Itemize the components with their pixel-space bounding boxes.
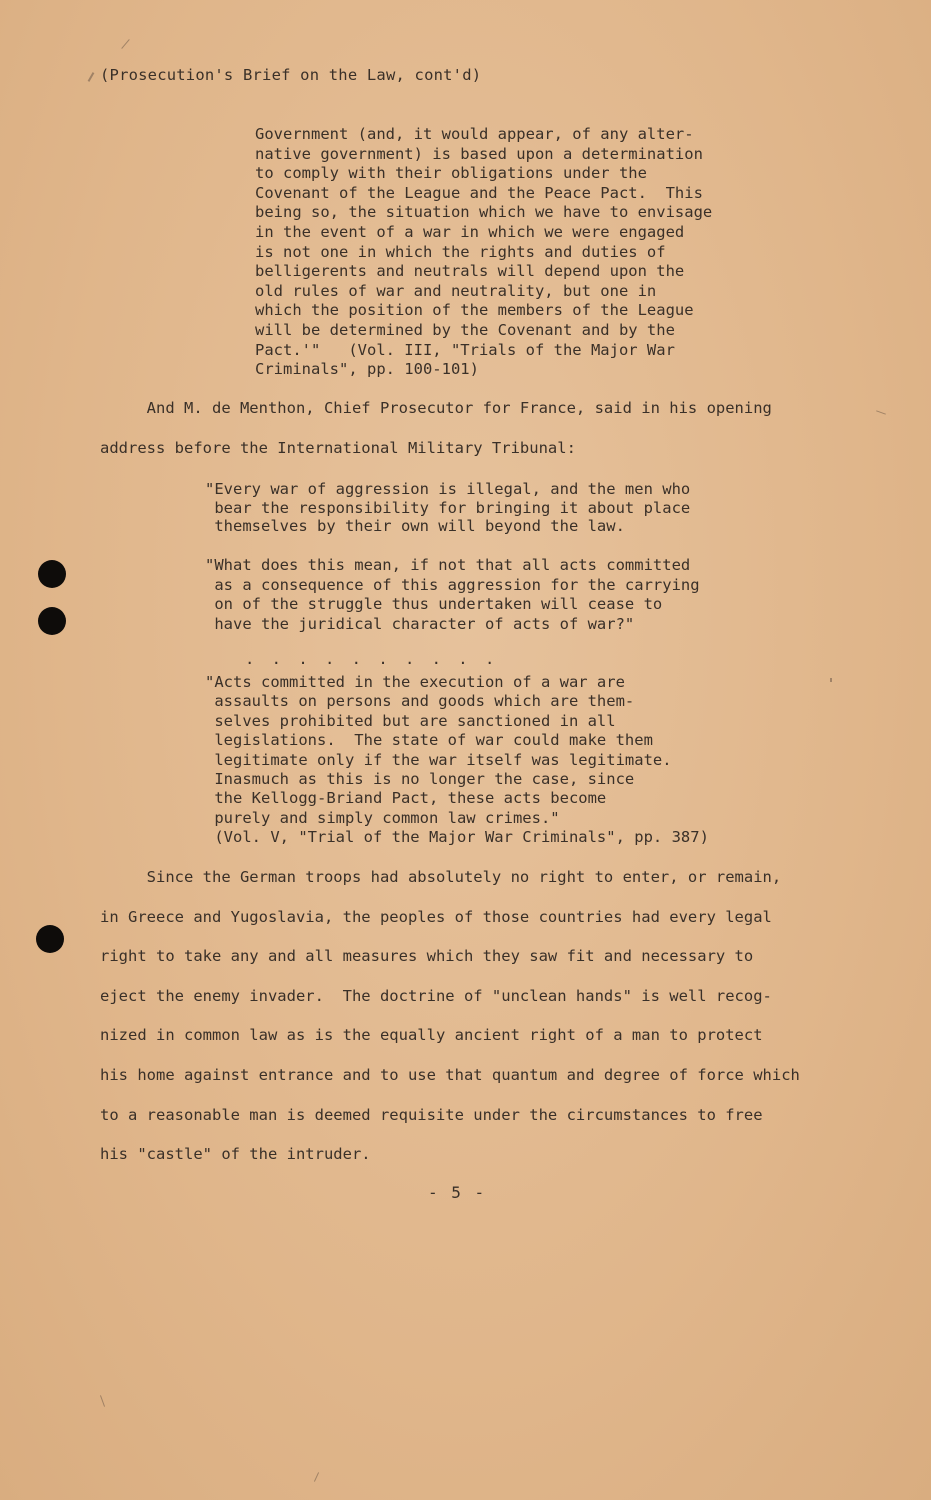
paragraph-german-troops: Since the German troops had absolutely no right to enter, or remain, in Greece and Yugoslavia, the peoples of those countries had every legal right to take any and all measures which they saw fit and necessary to eject the enemy invader. The doctrine of "unclean hands" is well recog- nized in common law as is the equally ancient right of a man to protect his home against entrance and to use that quantum and degree of force which to a reasonable man is deemed requisite under the circumstances to free his "castle" of the intruder. bbox=[100, 868, 800, 1164]
paper-speck bbox=[830, 678, 832, 682]
paper-speck bbox=[121, 39, 129, 49]
paper-speck bbox=[88, 72, 95, 82]
paper-speck bbox=[314, 1472, 319, 1481]
quote-block-juridical-character: "What does this mean, if not that all acts committed as a consequence of this aggression for the carrying on of the struggle thus undertaken will cease to have the juridical character of acts of war?" bbox=[205, 556, 700, 633]
punch-hole-upper bbox=[38, 560, 66, 588]
paper-speck bbox=[876, 410, 886, 414]
punch-hole-lower bbox=[36, 925, 64, 953]
quote-block-league-covenant: Government (and, it would appear, of any alter- native government) is based upon a determination to comply with their obligations under the Covenant of the League and the Peace Pact. This being so, the situation which we have to envisage in the event of a war in which we were engaged is not one in which the rights and duties of belligerents and neutrals will depend upon the old rules of war and neutrality, but one in which the position of the members of the League will be determined by the Covenant and by the Pact.'" (Vol. III, "Trials of the Major War Criminals", pp. 100-101) bbox=[255, 125, 713, 379]
quote-block-acts-committed: "Acts committed in the execution of a war are assaults on persons and goods which are them- selves prohibited but are sanctioned in all legislations. The state of war could make them legitimate only if the war itself was legitimate. Inasmuch as this is no longer the case, since the Kellogg-Briand Pact, these acts become purely and simply common law crimes." (Vol. V, "Trial of the Major War Criminals", pp. 387) bbox=[205, 673, 709, 847]
paper-speck bbox=[100, 1395, 105, 1407]
page-number: - 5 - bbox=[428, 1183, 487, 1202]
ellipsis-separator: . . . . . . . . . . bbox=[245, 650, 499, 668]
quote-block-war-of-aggression: "Every war of aggression is illegal, and the men who bear the responsibility for bringing it about place themselves by their own will beyond the law. bbox=[205, 480, 691, 535]
paragraph-de-menthon-intro: And M. de Menthon, Chief Prosecutor for France, said in his opening address before the International Military Tribunal: bbox=[100, 399, 772, 457]
running-header: (Prosecution's Brief on the Law, cont'd) bbox=[100, 66, 482, 84]
punch-hole-middle bbox=[38, 607, 66, 635]
